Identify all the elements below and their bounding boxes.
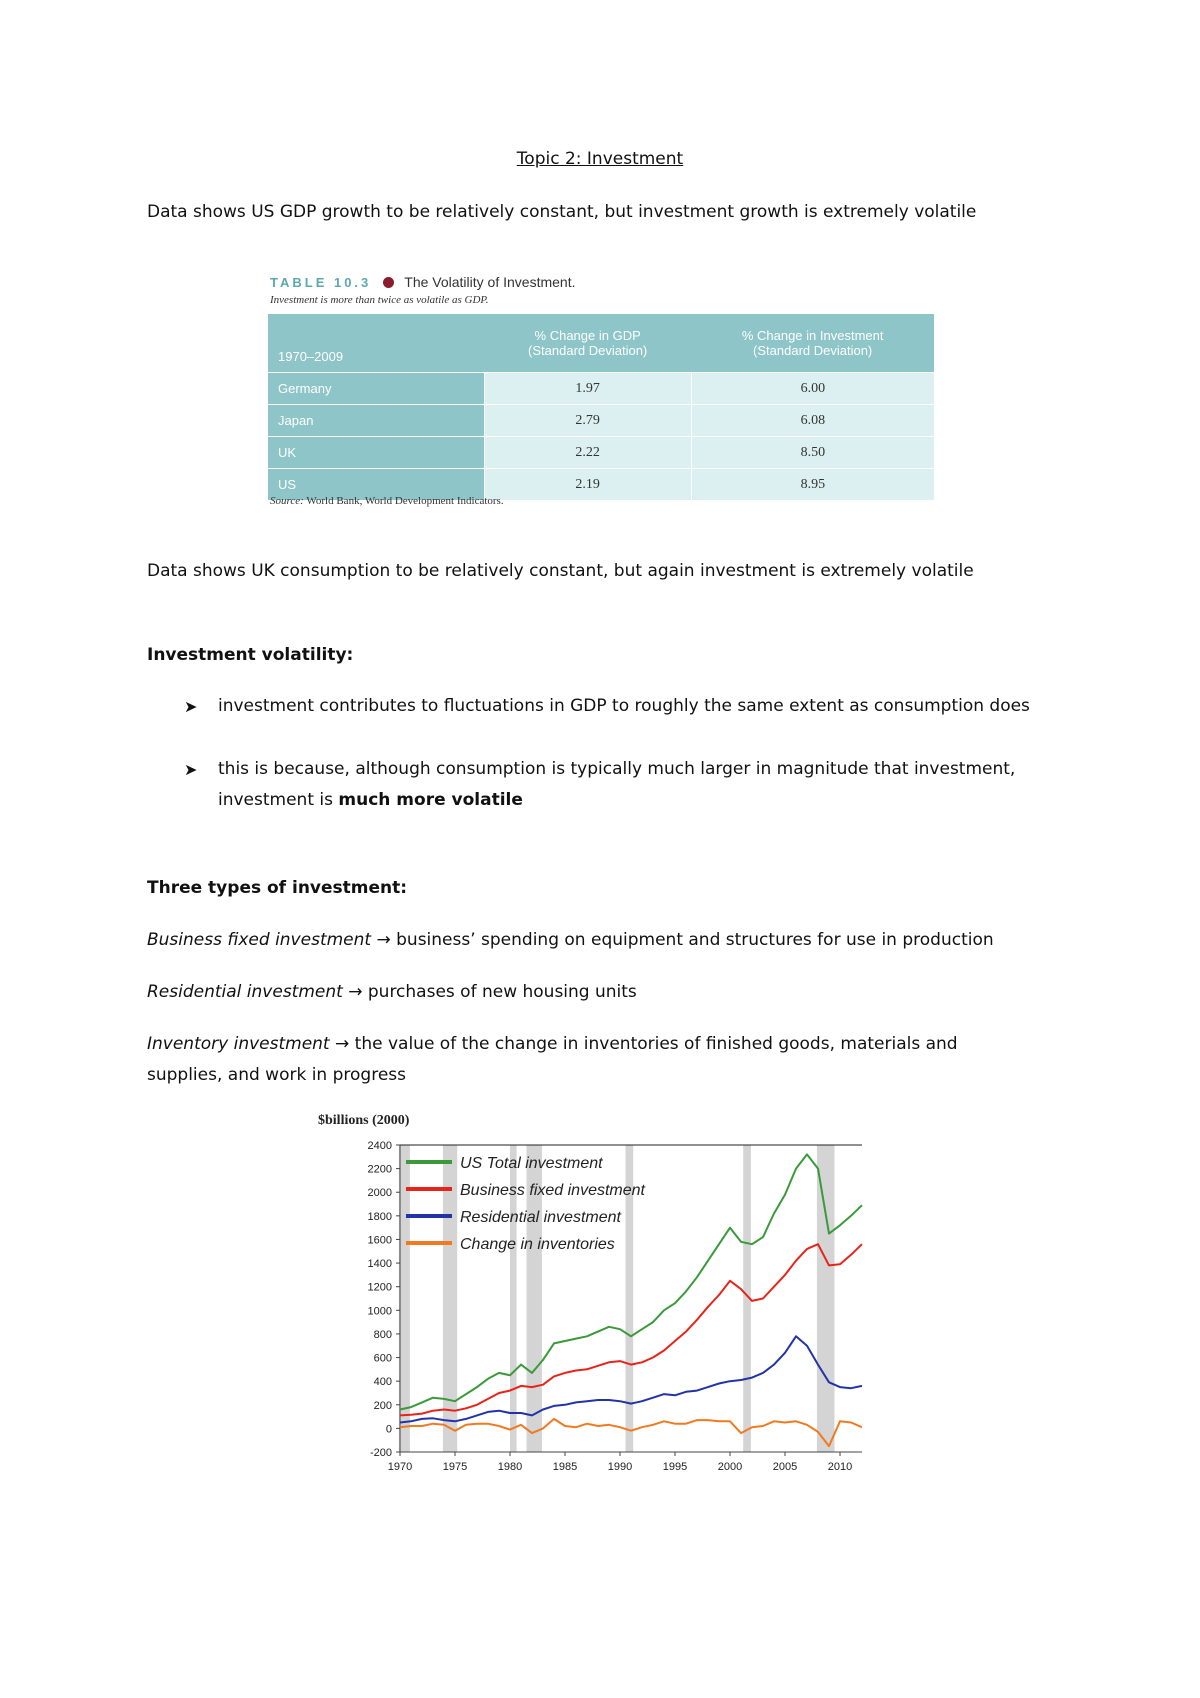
row-gdp-value: 2.22 <box>484 437 691 469</box>
x-tick-label: 1995 <box>662 1461 688 1473</box>
volatility-table <box>268 314 934 500</box>
row-country: Germany <box>268 373 484 405</box>
volatility-bullet-1: investment contributes to fluctuations in GDP to roughly the same extent as consumption does <box>218 696 1030 716</box>
type-description: the value of the change in inventories of finished goods, materials and supplies, and work in progress <box>147 1034 958 1085</box>
type-term: Inventory investment <box>147 1034 330 1054</box>
investment-chart <box>310 1110 890 1480</box>
x-tick-label: 1975 <box>442 1461 468 1473</box>
y-tick-label: 200 <box>373 1399 392 1412</box>
row-country: Japan <box>268 405 484 437</box>
table-subtitle: Investment is more than twice as volatile as GDP. <box>270 294 489 306</box>
y-tick-label: 1400 <box>367 1258 392 1271</box>
header-inv-line2: (Standard Deviation) <box>753 343 873 358</box>
x-tick-label: 1990 <box>607 1461 633 1473</box>
type-term: Residential investment <box>147 982 343 1002</box>
legend-label: Residential investment <box>460 1209 621 1226</box>
y-tick-label: 1800 <box>367 1210 392 1223</box>
legend-label: Change in inventories <box>460 1236 615 1253</box>
x-tick-label: 1980 <box>497 1461 523 1473</box>
table-caption <box>270 274 575 292</box>
table-row <box>268 405 934 437</box>
recession-band <box>443 1145 457 1452</box>
chart-title: $billions (2000) <box>318 1113 410 1128</box>
row-gdp-value: 2.79 <box>484 405 691 437</box>
intro-gdp-paragraph: Data shows US GDP growth to be relatively constant, but investment growth is extremely volatile <box>147 202 977 222</box>
header-investment <box>691 314 934 373</box>
x-tick-label: 1985 <box>552 1461 578 1473</box>
row-inv-value: 8.50 <box>691 437 934 469</box>
y-tick-label: 800 <box>373 1328 392 1341</box>
x-tick-label: 2010 <box>827 1461 853 1473</box>
y-tick-label: -200 <box>369 1447 392 1459</box>
page-title: Topic 2: Investment <box>516 149 684 169</box>
right-arrow-icon: → <box>335 1034 350 1054</box>
table-header-row <box>268 314 934 373</box>
bullet-2-emphasis: much more volatile <box>338 790 523 810</box>
bullet-dot-icon <box>383 277 394 288</box>
y-tick-label: 1600 <box>367 1234 392 1247</box>
arrow-bullet-icon: ➤ <box>184 760 198 779</box>
y-tick-label: 1000 <box>367 1305 392 1318</box>
table-source-label: Source: <box>270 495 304 507</box>
table-row <box>268 437 934 469</box>
type-item <box>147 1029 1017 1091</box>
recession-band <box>817 1145 835 1452</box>
header-inv-line1: % Change in Investment <box>741 328 884 343</box>
header-gdp <box>484 314 691 373</box>
x-tick-label: 2005 <box>772 1461 798 1473</box>
y-tick-label: 1200 <box>367 1281 392 1294</box>
table-source <box>270 495 504 507</box>
type-description: business’ spending on equipment and structures for use in production <box>390 930 994 950</box>
table-title: The Volatility of Investment. <box>404 274 576 290</box>
volatility-heading: Investment volatility: <box>147 645 354 665</box>
arrow-bullet-icon: ➤ <box>184 697 198 716</box>
table-label: TABLE 10.3 <box>270 275 372 290</box>
y-tick-label: 2400 <box>367 1140 392 1152</box>
investment-chart-svg <box>310 1110 890 1480</box>
x-tick-label: 1970 <box>387 1461 413 1473</box>
right-arrow-icon: → <box>376 930 391 950</box>
volatility-bullet-2 <box>218 754 1078 816</box>
legend-label: US Total investment <box>460 1155 603 1172</box>
type-term: Business fixed investment <box>147 930 372 950</box>
right-arrow-icon: → <box>348 982 363 1002</box>
table-source-text: World Bank, World Development Indicators. <box>306 495 504 507</box>
y-tick-label: 600 <box>373 1352 392 1365</box>
header-gdp-line2: (Standard Deviation) <box>528 343 648 358</box>
intro-uk-paragraph: Data shows UK consumption to be relatively constant, but again investment is extremely volatile <box>147 561 974 581</box>
row-gdp-value: 1.97 <box>484 373 691 405</box>
y-tick-label: 2200 <box>367 1163 392 1176</box>
type-description: purchases of new housing units <box>362 982 637 1002</box>
x-tick-label: 2000 <box>717 1461 743 1473</box>
row-inv-value: 6.00 <box>691 373 934 405</box>
header-period: 1970–2009 <box>268 314 484 373</box>
legend-label: Business fixed investment <box>460 1182 645 1199</box>
row-country: UK <box>268 437 484 469</box>
header-gdp-line1: % Change in GDP <box>534 328 641 343</box>
row-country: US <box>268 469 484 501</box>
row-inv-value: 6.08 <box>691 405 934 437</box>
type-item <box>147 925 1077 956</box>
y-tick-label: 400 <box>373 1376 392 1389</box>
row-inv-value: 8.95 <box>691 469 934 501</box>
y-tick-label: 2000 <box>367 1187 392 1200</box>
type-item <box>147 977 1077 1008</box>
table-row <box>268 373 934 405</box>
types-heading: Three types of investment: <box>147 878 408 898</box>
volatility-table-figure <box>268 270 948 520</box>
row-gdp-value: 2.19 <box>484 469 691 501</box>
recession-band <box>399 1145 410 1452</box>
bullet-2-text: this is because, although consumption is typically much larger in magnitude that investment, investment is <box>218 759 1016 810</box>
y-tick-label: 0 <box>385 1423 392 1436</box>
